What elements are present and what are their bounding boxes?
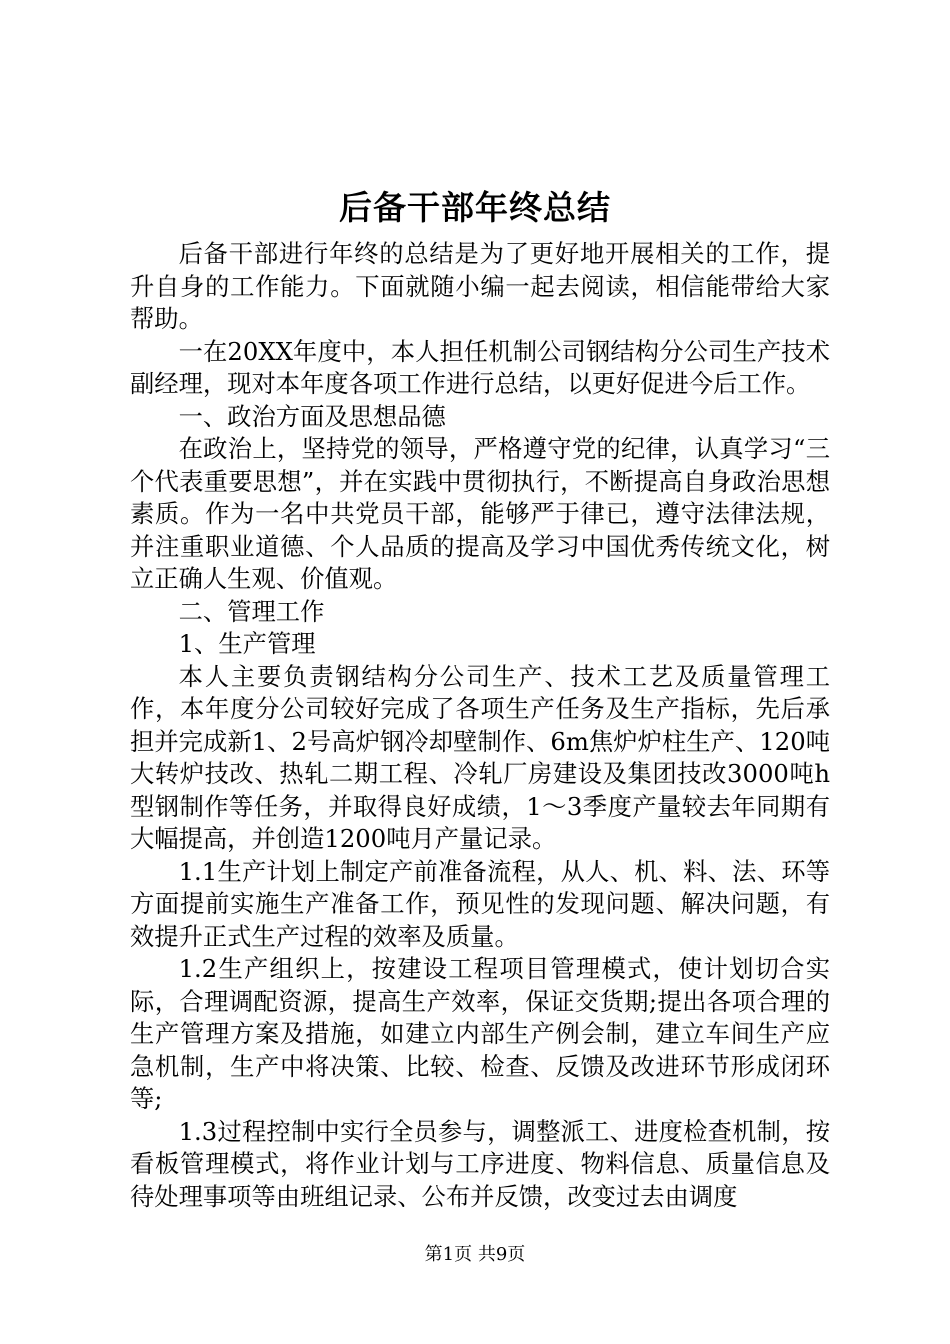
section-heading-management: 二、管理工作 <box>178 596 325 626</box>
document-body <box>130 238 830 1213</box>
paragraph-opening: 一在20XX年度中，本人担任机制公司钢结构分公司生产技术副经理，现对本年度各项工作进行总结，以更好促进今后工作。 <box>130 336 830 398</box>
subsection-heading-production: 1、生产管理 <box>178 629 316 658</box>
document-title: 后备干部年终总结 <box>339 188 611 227</box>
paragraph-item-1-1: 1.1生产计划上制定产前准备流程，从人、机、料、法、环等方面提前实施生产准备工作，预见性的发现问题、解决问题，有效提升正式生产过程的效率及质量。 <box>130 856 830 951</box>
paragraph-item-1-2: 1.2生产组织上，按建设工程项目管理模式，使计划切合实际，合理调配资源，提高生产效率，保证交货期;提出各项合理的生产管理方案及措施，如建立内部生产例会制，建立车间生产应急机制，生产中将决策、比较、检查、反馈及改进环节形成闭环等; <box>130 954 830 1113</box>
paragraph-production: 本人主要负责钢结构分公司生产、技术工艺及质量管理工作，本年度分公司较好完成了各项生产任务及生产指标，先后承担并完成新1、2号高炉钢冷却壁制作、6m焦炉炉柱生产、120吨大转炉技改、热轧二期工程、冷轧厂房建设及集团技改3000吨h型钢制作等任务，并取得良好成绩，1～3季度产量较去年同期有大幅提高，并创造1200吨月产量记录。 <box>130 661 830 853</box>
paragraph-item-1-3: 1.3过程控制中实行全员参与，调整派工、进度检查机制，按看板管理模式，将作业计划与工序进度、物料信息、质量信息及待处理事项等由班组记录、公布并反馈，改变过去由调度 <box>130 1116 830 1211</box>
paragraph-politics: 在政治上，坚持党的领导，严格遵守党的纪律，认真学习“三个代表重要思想”，并在实践中贯彻执行，不断提高自身政治思想素质。作为一名中共党员干部，能够严于律已，遵守法律法规，并注重职业道德、个人品质的提高及学习中国优秀传统文化，树立正确人生观、价值观。 <box>130 434 830 593</box>
page-number-footer: 第1页 共9页 <box>424 1244 526 1265</box>
paragraph-intro: 后备干部进行年终的总结是为了更好地开展相关的工作，提升自身的工作能力。下面就随小编一起去阅读，相信能带给大家帮助。 <box>130 239 830 333</box>
section-heading-politics: 一、政治方面及思想品德 <box>178 401 446 431</box>
